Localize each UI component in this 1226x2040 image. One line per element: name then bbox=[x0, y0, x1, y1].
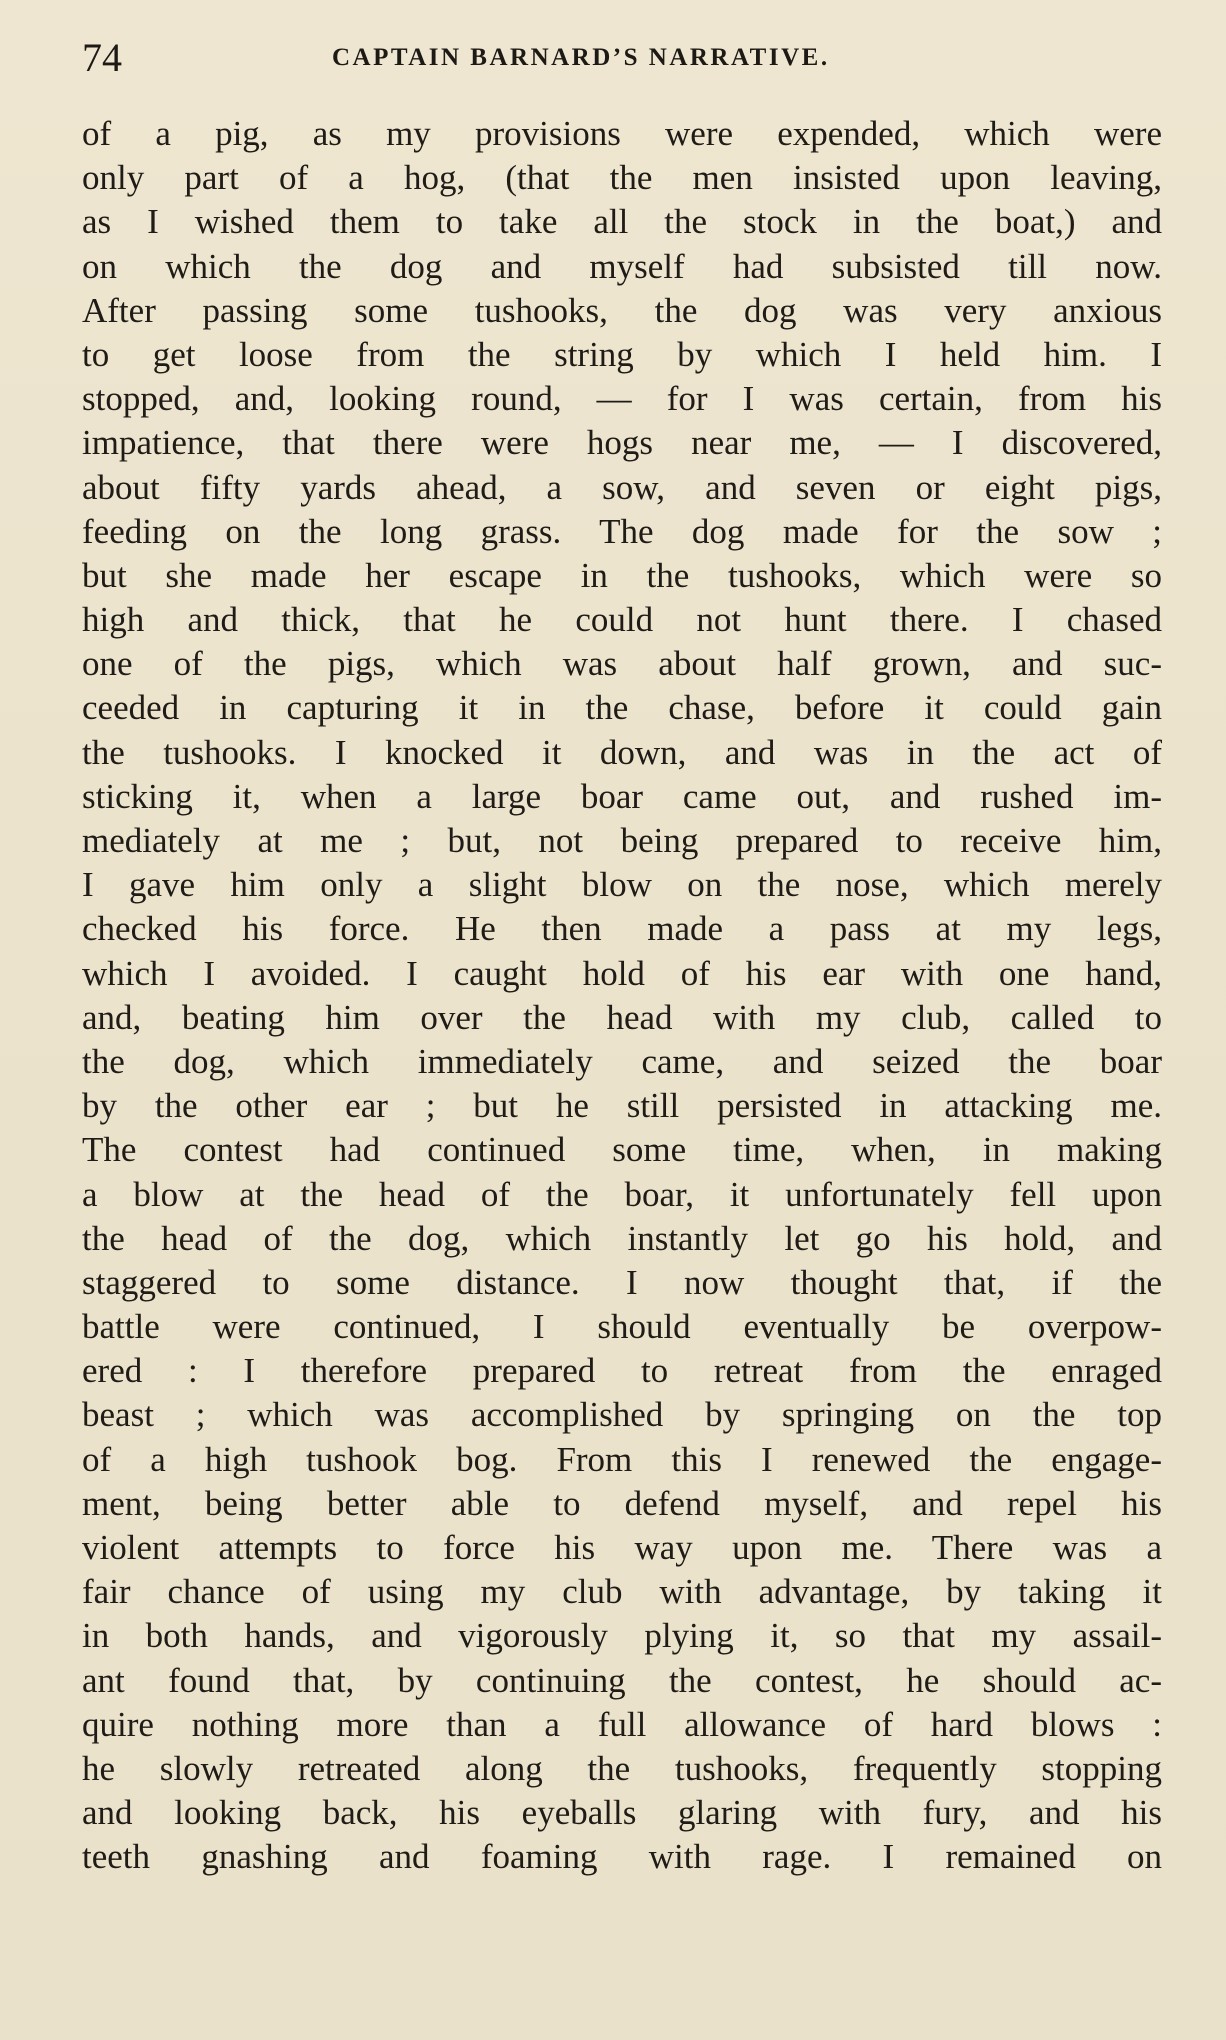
text-line: fair chance of using my club with advantage, by taking it bbox=[82, 1572, 1162, 1612]
text-line: and, beating him over the head with my club, called to bbox=[82, 997, 1162, 1037]
text-line: and looking back, his eyeballs glaring with fury, and his bbox=[82, 1793, 1162, 1833]
text-line: only part of a hog, (that the men insisted upon leaving, bbox=[82, 158, 1162, 198]
text-line: checked his force. He then made a pass at my legs, bbox=[82, 909, 1162, 949]
body-text bbox=[82, 112, 1162, 1880]
text-line: staggered to some distance. I now thought that, if the bbox=[82, 1262, 1162, 1302]
text-line: one of the pigs, which was about half grown, and suc- bbox=[82, 644, 1162, 684]
text-line: After passing some tushooks, the dog was very anxious bbox=[82, 290, 1162, 330]
text-line: by the other ear ; but he still persisted in attacking me. bbox=[82, 1086, 1162, 1126]
text-line: high and thick, that he could not hunt there. I chased bbox=[82, 600, 1162, 640]
text-line: which I avoided. I caught hold of his ear with one hand, bbox=[82, 953, 1162, 993]
text-line: but she made her escape in the tushooks, which were so bbox=[82, 555, 1162, 595]
text-line: about fifty yards ahead, a sow, and seven or eight pigs, bbox=[82, 467, 1162, 507]
page-number: 74 bbox=[82, 35, 122, 80]
text-line: of a high tushook bog. From this I renewed the engage- bbox=[82, 1439, 1162, 1479]
text-line: the tushooks. I knocked it down, and was in the act of bbox=[82, 732, 1162, 772]
text-line: ered : I therefore prepared to retreat from the enraged bbox=[82, 1351, 1162, 1391]
text-line: in both hands, and vigorously plying it, so that my assail- bbox=[82, 1616, 1162, 1656]
running-title: CAPTAIN BARNARD’S NARRATIVE. bbox=[332, 44, 830, 71]
text-line: on which the dog and myself had subsisted till now. bbox=[82, 246, 1162, 286]
text-line: I gave him only a slight blow on the nose, which merely bbox=[82, 865, 1162, 905]
text-line: the head of the dog, which instantly let go his hold, and bbox=[82, 1218, 1162, 1258]
text-line: mediately at me ; but, not being prepared to receive him, bbox=[82, 821, 1162, 860]
text-line: sticking it, when a large boar came out, and rushed im- bbox=[82, 776, 1162, 816]
text-line: teeth gnashing and foaming with rage. I remained on bbox=[82, 1837, 1162, 1877]
text-line: a blow at the head of the boar, it unfortunately fell upon bbox=[82, 1174, 1162, 1214]
text-line: to get loose from the string by which I held him. I bbox=[82, 334, 1162, 374]
text-line: The contest had continued some time, when, in making bbox=[82, 1130, 1162, 1170]
text-line: beast ; which was accomplished by springing on the top bbox=[82, 1395, 1162, 1435]
text-line: stopped, and, looking round, — for I was certain, from his bbox=[82, 379, 1162, 419]
text-line: quire nothing more than a full allowance of hard blows : bbox=[82, 1704, 1162, 1744]
text-line: impatience, that there were hogs near me, — I discovered, bbox=[82, 423, 1162, 463]
text-line: of a pig, as my provisions were expended, which were bbox=[82, 114, 1162, 153]
text-line: ceeded in capturing it in the chase, before it could gain bbox=[82, 688, 1162, 728]
text-line: ment, being better able to defend myself, and repel his bbox=[82, 1483, 1162, 1523]
text-line: the dog, which immediately came, and seized the boar bbox=[82, 1041, 1162, 1081]
text-line: ant found that, by continuing the contest, he should ac- bbox=[82, 1660, 1162, 1700]
running-head bbox=[82, 28, 1162, 88]
text-line: feeding on the long grass. The dog made for the sow ; bbox=[82, 511, 1162, 551]
text-line: he slowly retreated along the tushooks, frequently stopping bbox=[82, 1748, 1162, 1788]
text-line: violent attempts to force his way upon me. There was a bbox=[82, 1528, 1162, 1567]
text-line: battle were continued, I should eventually be overpow- bbox=[82, 1307, 1162, 1347]
text-line: as I wished them to take all the stock in the boat,) and bbox=[82, 202, 1162, 242]
